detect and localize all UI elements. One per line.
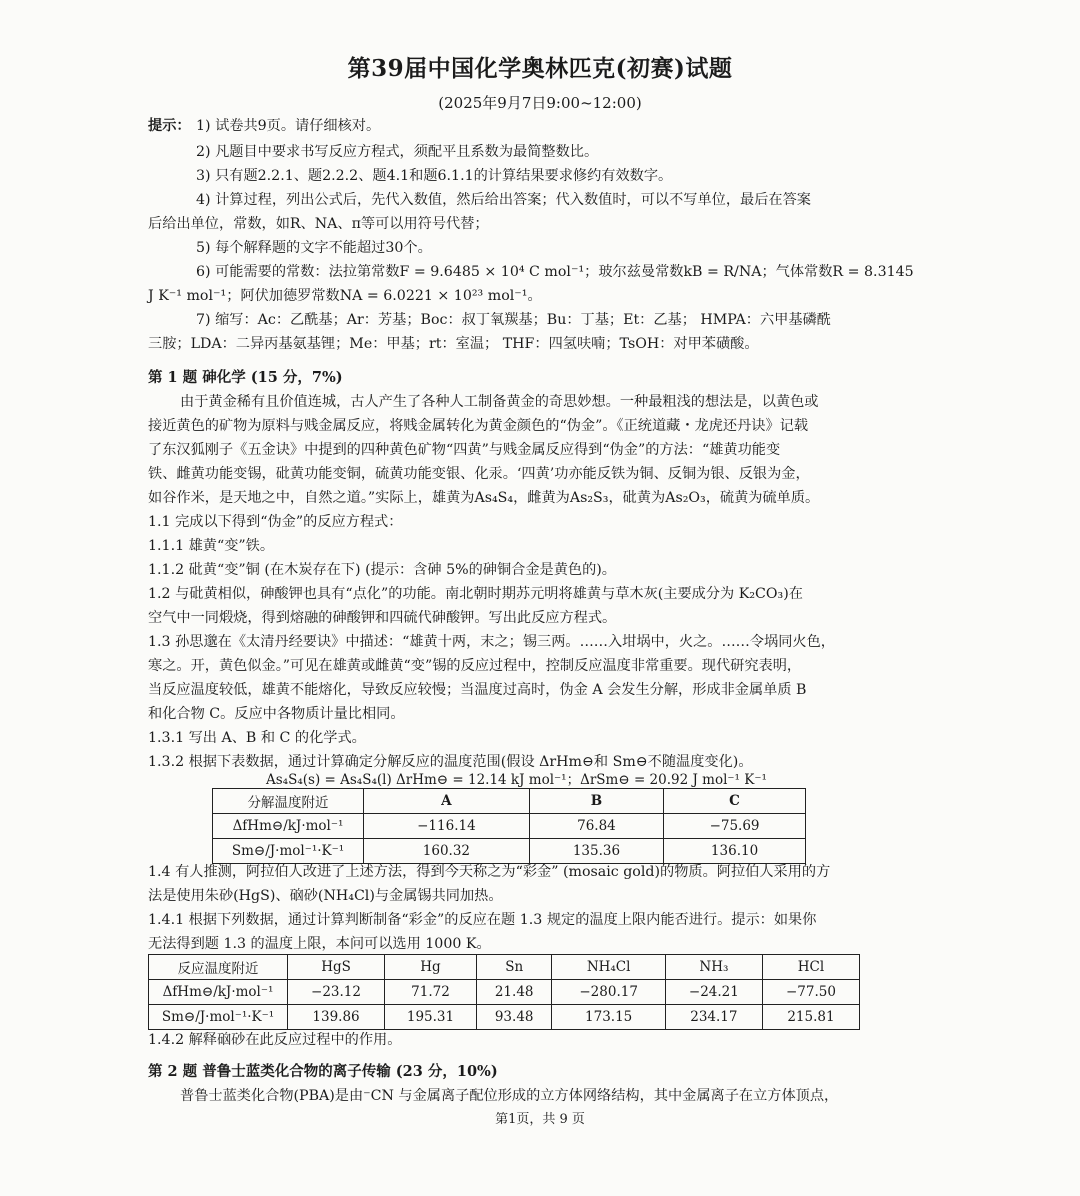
question-2-heading: 第 2 题 普鲁士蓝类化合物的离子传输 (23 分，10%) [148,1063,498,1080]
table-cell: 160.32 [364,839,530,864]
page-title: 第39届中国化学奥林匹克(初赛)试题 [347,55,733,82]
table-row-label: ΔfHm⊖/kJ·mol⁻¹ [149,980,288,1005]
tip-5: 5) 每个解释题的文字不能超过30个。 [196,240,432,256]
table-header-cell: HCl [762,955,859,980]
page-footer: 第1页，共 9 页 [495,1112,585,1127]
tip-6a: 6) 可能需要的常数：法拉第常数F = 9.6485 × 10⁴ C mol⁻¹；玻尔兹曼常数kB = R/NA；气体常数R = 8.3145 [196,264,914,280]
tip-4a: 4) 计算过程，列出公式后，先代入数值，然后给出答案；代入数值时，可以不写单位，最后在答案 [196,192,811,208]
table-cell: 139.86 [288,1005,385,1030]
q1-1: 1.1 完成以下得到“伪金”的反应方程式： [148,514,403,530]
table-cell: 173.15 [552,1005,665,1030]
q1-4-1-cont: 无法得到题 1.3 的温度上限，本问可以选用 1000 K。 [148,936,491,952]
q1-3-cont: 寒之。开，黄色似金。”可见在雄黄或雌黄“变”锡的反应过程中，控制反应温度非常重要。现代研究表明， [148,658,802,674]
q1-paragraph-line: 了东汉狐刚子《五金诀》中提到的四种黄色矿物“四黄”与贱金属反应得到“伪金”的方法：“雄黄功能变 [148,442,781,458]
table-header-cell: Hg [385,955,477,980]
table-row-label: ΔfHm⊖/kJ·mol⁻¹ [213,814,364,839]
table-cell: 71.72 [385,980,477,1005]
reaction-equation: As₄S₄(s) = As₄S₄(l) ΔrHm⊖ = 12.14 kJ mol⁻¹；ΔrSm⊖ = 20.92 J mol⁻¹ K⁻¹ [266,772,767,788]
q1-2-cont: 空气中一同煅烧，得到熔融的砷酸钾和四硫代砷酸钾。写出此反应方程式。 [148,610,617,626]
table-cell: 234.17 [665,1005,762,1030]
tip-3: 3) 只有题2.2.1、题2.2.2、题4.1和题6.1.1的计算结果要求修约有效数字。 [196,168,673,184]
table-row-label: Sm⊖/J·mol⁻¹·K⁻¹ [213,839,364,864]
q2-paragraph-line: 普鲁士蓝类化合物(PBA)是由⁻CN 与金属离子配位形成的立方体网络结构，其中金属离子在立方体顶点， [180,1088,839,1104]
table-cell: −77.50 [762,980,859,1005]
q1-2: 1.2 与砒黄相似，砷酸钾也具有“点化”的功能。南北朝时期苏元明将雄黄与草木灰(主要成分为 K₂CO₃)在 [148,586,803,602]
table-header-cell: HgS [288,955,385,980]
q1-3-cont: 当反应温度较低，雄黄不能熔化，导致反应较慢；当温度过高时，伪金 A 会发生分解，形成非金属单质 B [148,682,807,698]
decomposition-table [212,788,806,864]
table-header-cell: A [364,789,530,814]
q1-1-1: 1.1.1 雄黄“变”铁。 [148,538,275,554]
table-header-cell: 反应温度附近 [149,955,288,980]
table-cell: 215.81 [762,1005,859,1030]
q1-3-cont: 和化合物 C。反应中各物质计量比相同。 [148,706,405,722]
reaction-data-table [148,954,860,1030]
tips-label: 提示： [148,118,191,134]
table-cell: 136.10 [664,839,806,864]
q1-4-cont: 法是使用朱砂(HgS)、硇砂(NH₄Cl)与金属锡共同加热。 [148,888,503,904]
q1-3: 1.3 孙思邈在《太清丹经要诀》中描述：“雄黄十两，末之；锡三两。……入坩埚中，火之。……令埚同火色， [148,634,835,650]
table-header-cell: C [664,789,806,814]
table-header-cell: NH₄Cl [552,955,665,980]
tip-1: 1) 试卷共9页。请仔细核对。 [196,118,381,134]
table-header-cell: Sn [476,955,552,980]
tip-2: 2) 凡题目中要求书写反应方程式，须配平且系数为最简整数比。 [196,144,599,160]
table-cell: −24.21 [665,980,762,1005]
table-header-cell: NH₃ [665,955,762,980]
table-cell: 93.48 [476,1005,552,1030]
table-row-label: Sm⊖/J·mol⁻¹·K⁻¹ [149,1005,288,1030]
table-header-cell: B [529,789,663,814]
table-cell: 135.36 [529,839,663,864]
table-cell: −116.14 [364,814,530,839]
table-cell: 195.31 [385,1005,477,1030]
tip-4b: 后给出单位，常数，如R、NA、π等可以用符号代替； [148,216,489,232]
table-cell: 21.48 [476,980,552,1005]
q1-4-1: 1.4.1 根据下列数据，通过计算判断制备“彩金”的反应在题 1.3 规定的温度上限内能否进行。提示：如果你 [148,912,817,928]
q1-paragraph-line: 由于黄金稀有且价值连城，古人产生了各种人工制备黄金的奇思妙想。一种最粗浅的想法是，以黄色或 [180,394,819,410]
tip-7b: 三胺；LDA：二异丙基氨基锂；Me：甲基；rt：室温； THF：四氢呋喃；TsOH：对甲苯磺酸。 [148,336,759,352]
q1-4-2: 1.4.2 解释硇砂在此反应过程中的作用。 [148,1032,402,1048]
exam-date: (2025年9月7日9:00~12:00) [438,94,642,112]
q1-4: 1.4 有人推测，阿拉伯人改进了上述方法，得到今天称之为“彩金” (mosaic gold)的物质。阿拉伯人采用的方 [148,864,831,880]
table-cell: 76.84 [529,814,663,839]
q1-paragraph-line: 铁、雌黄功能变锡，砒黄功能变铜，硫黄功能变银、化汞。‘四黄’功亦能反铁为铜、反铜为银、反银为金， [148,466,810,482]
table-cell: −23.12 [288,980,385,1005]
q1-3-1: 1.3.1 写出 A、B 和 C 的化学式。 [148,730,366,746]
table-cell: −75.69 [664,814,806,839]
question-1-heading: 第 1 题 砷化学 (15 分，7%) [148,369,343,386]
q1-1-2: 1.1.2 砒黄“变”铜 (在木炭存在下) (提示：含砷 5%的砷铜合金是黄色的)。 [148,562,616,578]
q1-paragraph-line: 接近黄色的矿物为原料与贱金属反应，将贱金属转化为黄金颜色的“伪金”。《正统道藏・龙虎还丹诀》记载 [148,418,809,434]
tip-6b: J K⁻¹ mol⁻¹；阿伏加德罗常数NA = 6.0221 × 10²³ mol⁻¹。 [148,288,542,304]
q1-3-2: 1.3.2 根据下表数据，通过计算确定分解反应的温度范围(假设 ΔrHm⊖和 Sm⊖不随温度变化)。 [148,754,753,770]
table-header-cell: 分解温度附近 [213,789,364,814]
q1-paragraph-line: 如谷作米，是天地之中，自然之道。”实际上，雄黄为As₄S₄，雌黄为As₂S₃，砒黄为As₂O₃，硫黄为硫单质。 [148,490,820,506]
tip-7a: 7) 缩写：Ac：乙酰基；Ar：芳基；Boc：叔丁氧羰基；Bu：丁基；Et：乙基； HMPA：六甲基磷酰 [196,312,831,328]
table-cell: −280.17 [552,980,665,1005]
